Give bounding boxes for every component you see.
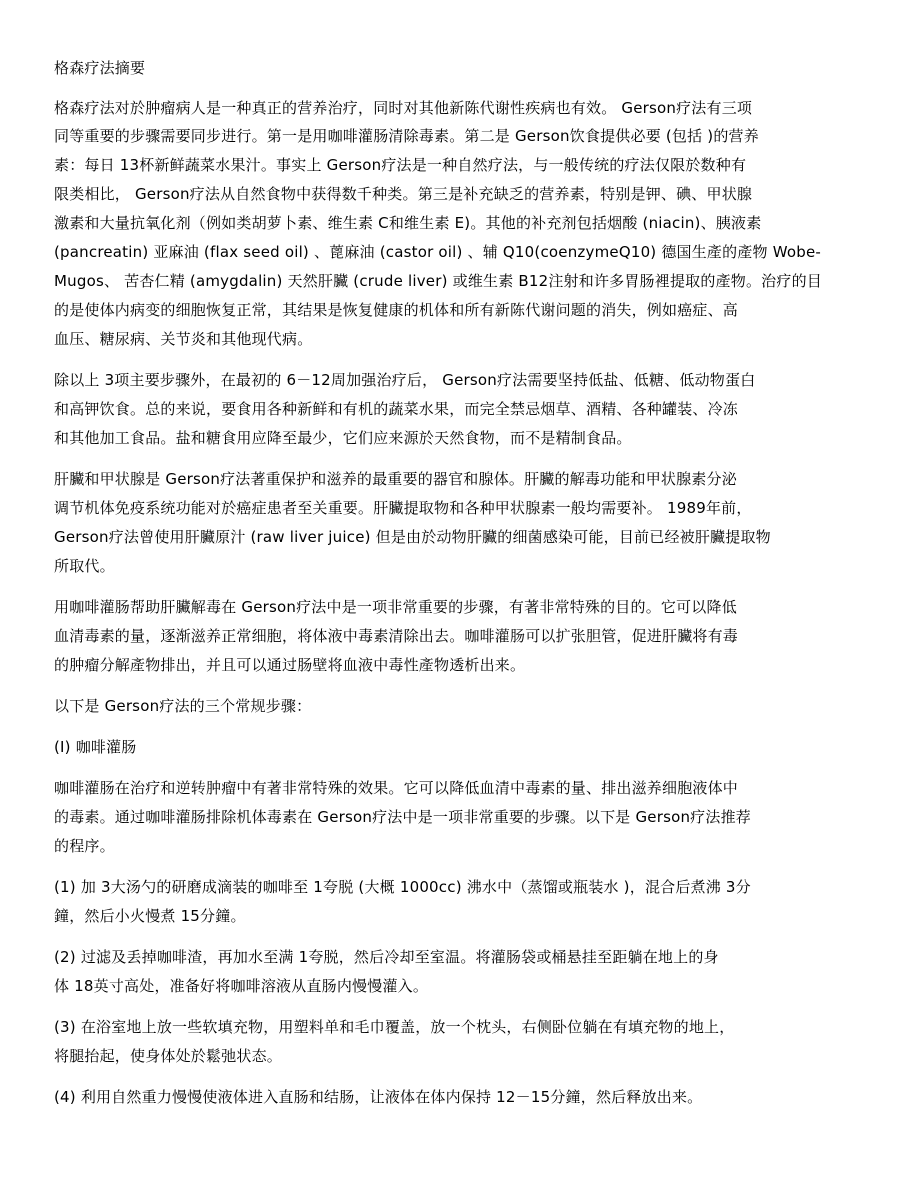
paragraph-1-line-4: 限类相比， Gerson疗法从自然食物中获得数千种类。第三是补充缺乏的营养素，特别是钾、碘、甲状腺 xyxy=(54,185,753,203)
paragraph-1-line-6: (pancreatin) 亚麻油 (flax seed oil) 、蓖麻油 (castor oil) 、辅 Q10(coenzymeQ10) 德国生產的產物 Wobe- xyxy=(54,243,821,261)
paragraph-3-line-1: 肝臟和甲状腺是 Gerson疗法著重保护和滋养的最重要的器官和腺体。肝臟的解毒功能和甲状腺素分泌 xyxy=(54,470,737,488)
paragraph-1-line-7: Mugos、 苦杏仁精 (amygdalin) 天然肝臟 (crude liver) 或维生素 B12注射和许多胃肠裡提取的產物。治疗的目 xyxy=(54,272,822,290)
paragraph-4-line-1: 用咖啡灌肠帮助肝臟解毒在 Gerson疗法中是一项非常重要的步骤，有著非常特殊的目的。它可以降低 xyxy=(54,598,737,616)
step-1-line-2: 鐘，然后小火慢煮 15分鐘。 xyxy=(54,907,246,925)
paragraph-5-line-1: 以下是 Gerson疗法的三个常规步骤： xyxy=(54,697,312,715)
step-3-line-2: 将腿抬起，使身体处於鬆弛状态。 xyxy=(54,1047,283,1065)
paragraph-4-line-2: 血清毒素的量，逐渐滋养正常细胞，将体液中毒素清除出去。咖啡灌肠可以扩张胆管，促进肝臟将有毒 xyxy=(54,627,739,645)
paragraph-1-line-5: 激素和大量抗氧化剂（例如类胡萝卜素、维生素 C和维生素 E)。其他的补充剂包括烟酸 (niacin)、胰液素 xyxy=(54,214,762,232)
paragraph-2-line-3: 和其他加工食品。盐和糖食用应降至最少，它们应来源於天然食物，而不是精制食品。 xyxy=(54,429,632,447)
step-4-line-1: (4) 利用自然重力慢慢使液体进入直肠和结肠，让液体在体内保持 12－15分鐘，然后释放出来。 xyxy=(54,1088,703,1106)
document-title: 格森疗法摘要 xyxy=(54,59,146,77)
paragraph-7-line-1: 咖啡灌肠在治疗和逆转肿瘤中有著非常特殊的效果。它可以降低血清中毒素的量、排出滋养细胞液体中 xyxy=(54,779,739,797)
paragraph-1-line-1: 格森疗法对於肿瘤病人是一种真正的营养治疗，同时对其他新陈代谢性疾病也有效。 Gerson疗法有三项 xyxy=(54,99,753,117)
paragraph-1-line-2: 同等重要的步骤需要同步进行。第一是用咖啡灌肠清除毒素。第二是 Gerson饮食提供必要 (包括 )的营养 xyxy=(54,127,759,145)
step-3-line-1: (3) 在浴室地上放一些软填充物，用塑料单和毛巾覆盖，放一个枕头，右侧卧位躺在有填充物的地上， xyxy=(54,1018,735,1036)
paragraph-4-line-3: 的肿瘤分解產物排出，并且可以通过肠壁将血液中毒性產物透析出来。 xyxy=(54,656,526,674)
paragraph-2-line-2: 和高钾饮食。总的来说，要食用各种新鲜和有机的蔬菜水果，而完全禁忌烟草、酒精、各种罐装、冷冻 xyxy=(54,400,739,418)
paragraph-1-line-3: 素：每日 13杯新鲜蔬菜水果汁。事实上 Gerson疗法是一种自然疗法，与一般传统的疗法仅限於数种有 xyxy=(54,156,747,174)
paragraph-1-line-9: 血压、糖尿病、关节炎和其他现代病。 xyxy=(54,330,313,348)
step-2-line-1: (2) 过滤及丢掉咖啡渣，再加水至满 1夸脱，然后冷却至室温。将灌肠袋或桶悬挂至距躺在地上的身 xyxy=(54,948,719,966)
paragraph-3-line-2: 调节机体免疫系统功能对於癌症患者至关重要。肝臟提取物和各种甲状腺素一般均需要补。 1989年前， xyxy=(54,499,752,517)
section-heading-coffee-enema: (I) 咖啡灌肠 xyxy=(54,738,137,756)
paragraph-2-line-1: 除以上 3项主要步骤外，在最初的 6－12周加强治疗后， Gerson疗法需要坚持低盐、低糖、低动物蛋白 xyxy=(54,371,756,389)
paragraph-7-line-3: 的程序。 xyxy=(54,837,115,855)
step-1-line-1: (1) 加 3大汤勺的研磨成滴装的咖啡至 1夸脱 (大概 1000cc) 沸水中（蒸馏或瓶装水 )，混合后煮沸 3分 xyxy=(54,878,751,896)
paragraph-3-line-3: Gerson疗法曾使用肝臟原汁 (raw liver juice) 但是由於动物肝臟的细菌感染可能，目前已经被肝臟提取物 xyxy=(54,528,771,546)
paragraph-1-line-8: 的是使体内病变的细胞恢复正常，其结果是恢复健康的机体和所有新陈代谢问题的消失，例如癌症、高 xyxy=(54,301,739,319)
step-2-line-2: 体 18英寸高处，准备好将咖啡溶液从直肠内慢慢灌入。 xyxy=(54,977,429,995)
paragraph-7-line-2: 的毒素。通过咖啡灌肠排除机体毒素在 Gerson疗法中是一项非常重要的步骤。以下是 Gerson疗法推荐 xyxy=(54,808,751,826)
paragraph-3-line-4: 所取代。 xyxy=(54,557,115,575)
